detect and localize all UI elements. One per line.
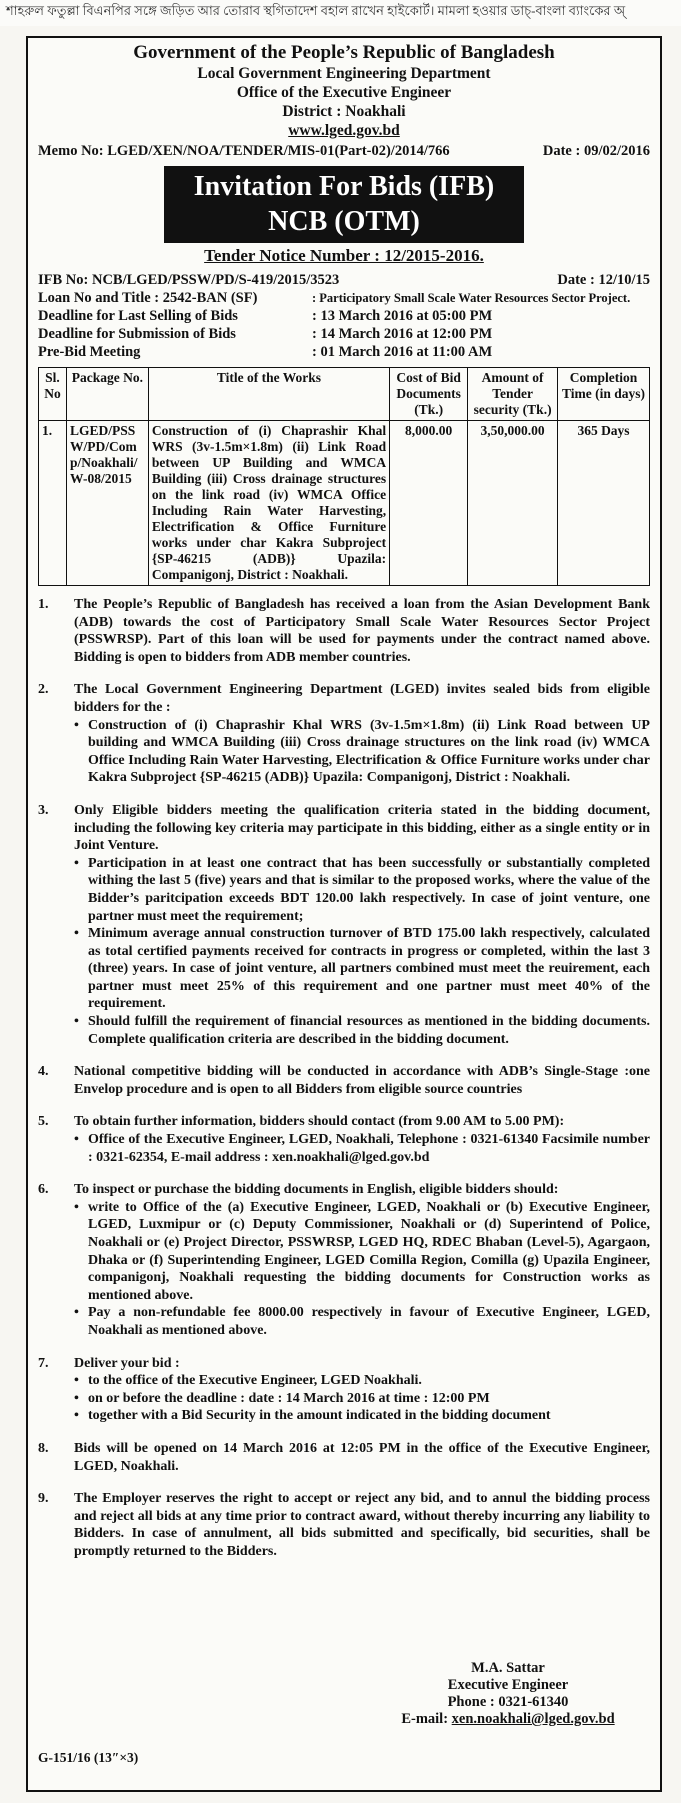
district-title: District : Noakhali — [282, 103, 406, 120]
cell-sl: 1. — [39, 421, 67, 586]
bullet-icon: • — [74, 717, 79, 733]
clause-number: 9. — [38, 1491, 49, 1507]
col-header-package: Package No. — [66, 368, 148, 421]
ifb-title-box — [164, 166, 524, 243]
clause-1 — [38, 596, 650, 666]
signatory-title: Executive Engineer — [447, 1677, 569, 1693]
cell-security: 3,50,000.00 — [468, 421, 558, 586]
website-link[interactable]: www.lged.gov.bd — [288, 122, 400, 139]
clause-text: Bids will be opened on 14 March 2016 at 12:05 PM in the office of the Executive Engineer, LGED, Noakhali. — [74, 1440, 650, 1474]
col-header-title: Title of the Works — [148, 368, 389, 421]
prebid-value: : 01 March 2016 at 11:00 AM — [312, 344, 493, 360]
bullet-icon: • — [74, 1373, 79, 1389]
clause-9 — [38, 1490, 650, 1560]
signatory-email-link[interactable]: xen.noakhali@lged.gov.bd — [451, 1711, 615, 1727]
bullet-text: together with a Bid Security in the amount indicated in the bidding document — [88, 1408, 551, 1424]
bullet-icon: • — [74, 1305, 79, 1321]
cell-time: 365 Days — [558, 421, 650, 586]
clause-number: 4. — [38, 1064, 49, 1080]
clause-text: The People’s Republic of Bangladesh has received a loan from the Asian Development Bank (ADB) towards the cost of Participatory Small Scale Water Resources Sector Project (PSSWRSP). Part of this loan will be used for payments under the contract named above. Bidding is open to bidders from ADB member countries. — [74, 597, 650, 665]
col-header-cost: Cost of Bid Documents (Tk.) — [390, 368, 468, 421]
table-header-row — [39, 368, 650, 421]
bullet-text: write to Office of the (a) Executive Engineer, LGED, Noakhali or (b) Executive Engineer, LGED, Luxmipur or (c) Deputy Commissioner, Noakhali or (d) Superintend of Police, Noakhali or (e) Project Director, PSSWRSP, LGED HQ, RDEC Bhaban (Level-5), Agargaon, Dhaka or (f) Superintending Engineer, LGED Comilla Region, Comilla (g) Upazila Engineer, companigonj, Noakhali requesting the bidding documents for Construction works as mentioned above. — [88, 1199, 650, 1303]
clause-2 — [38, 681, 650, 787]
memo-date: Date : 09/02/2016 — [542, 143, 650, 159]
clause-number: 8. — [38, 1440, 49, 1456]
clause-text: Deliver your bid : — [74, 1355, 180, 1371]
clause-number: 3. — [38, 802, 49, 818]
notice-header — [38, 42, 650, 140]
bullet-icon: • — [74, 1390, 79, 1406]
bullet-text: Participation in at least one contract that has been successfully or substantially completed withing the last 5 (five) years and that is similar to the proposed works, where the value of the Bidder’s paritcipation exceeds BDT 120.00 lakh respectively. In case of joint venture, one partner must meet the requirement; — [88, 855, 650, 924]
bid-details — [38, 271, 650, 361]
bullet-icon: • — [74, 855, 79, 871]
ifb-number: IFB No: NCB/LGED/PSSW/PD/S-419/2015/3523 — [38, 272, 340, 288]
bullet-item — [74, 1131, 650, 1166]
ifb-subtitle: NCB (OTM) — [268, 206, 420, 237]
clause-6 — [38, 1181, 650, 1339]
office-title: Office of the Executive Engineer — [236, 84, 452, 101]
notice-content — [38, 42, 650, 1765]
clause-4 — [38, 1063, 650, 1098]
ad-reference: G-151/16 (13″×3) — [38, 1750, 139, 1765]
department-title: Local Government Engineering Department — [197, 65, 491, 82]
bullet-item — [74, 1199, 650, 1305]
clause-text: National competitive bidding will be conducted in accordance with ADB’s Single-Stage :one Envelop procedure and is open to all Bidders from eligible source countries — [74, 1064, 650, 1097]
bullet-icon: • — [74, 1408, 79, 1424]
clause-number: 7. — [38, 1355, 49, 1371]
clause-number: 6. — [38, 1182, 49, 1198]
selling-deadline-label: Deadline for Last Selling of Bids — [38, 308, 238, 324]
cell-package: LGED/PSSW/PD/Comp/Noakhali/W-08/2015 — [66, 421, 148, 586]
signatory-name: M.A. Sattar — [471, 1660, 545, 1676]
clause-number: 5. — [38, 1114, 49, 1130]
bullet-icon: • — [74, 1014, 79, 1030]
loan-label: Loan No and Title : 2542-BAN (SF) — [38, 290, 258, 306]
table-row — [39, 421, 650, 586]
clause-text: To obtain further information, bidders should contact (from 9.00 AM to 5.00 PM): — [74, 1114, 565, 1130]
ifb-date: Date : 12/10/15 — [557, 272, 650, 288]
tender-notice-number: Tender Notice Number : 12/2015-2016. — [204, 246, 484, 265]
bullet-text: Pay a non-refundable fee 8000.00 respectively in favour of Executive Engineer, LGED, Noakhali as mentioned above. — [88, 1305, 650, 1338]
clause-3 — [38, 802, 650, 1048]
submission-deadline-label: Deadline for Submission of Bids — [38, 326, 236, 342]
clause-5 — [38, 1113, 650, 1166]
bullet-item — [74, 1013, 650, 1048]
memo-number: Memo No: LGED/XEN/NOA/TENDER/MIS-01(Part-02)/2014/766 — [38, 143, 450, 159]
clause-text: Only Eligible bidders meeting the qualification criteria stated in the bidding document, including the following key criteria may participate in this bidding, either as a single entity or in Joint Venture. — [74, 802, 650, 854]
government-title: Government of the People’s Republic of Bangladesh — [133, 42, 555, 63]
bullet-item — [74, 1372, 650, 1390]
ifb-title: Invitation For Bids (IFB) — [193, 171, 495, 202]
clause-8 — [38, 1440, 650, 1475]
clause-7 — [38, 1355, 650, 1425]
selling-deadline-value: : 13 March 2016 at 05:00 PM — [312, 308, 493, 324]
clause-number: 2. — [38, 682, 49, 698]
bullet-text: Office of the Executive Engineer, LGED, Noakhali, Telephone : 0321-61340 Facsimile number : 0321-62354, E-mail address : xen.noakhali@lged.gov.bd — [88, 1132, 650, 1165]
submission-deadline-value: : 14 March 2016 at 12:00 PM — [312, 326, 493, 342]
memo-line — [38, 143, 650, 160]
col-header-security: Amount of Tender security (Tk.) — [468, 368, 558, 421]
clause-text: The Local Government Engineering Department (LGED) invites sealed bids from eligible bidders for the : — [74, 682, 650, 715]
clause-text: To inspect or purchase the bidding documents in English, eligible bidders should: — [74, 1182, 559, 1198]
prebid-label: Pre-Bid Meeting — [38, 344, 141, 360]
bullet-icon: • — [74, 1199, 79, 1215]
col-header-sl: Sl. No — [39, 368, 67, 421]
email-label: E-mail: — [401, 1711, 452, 1727]
bullet-text: to the office of the Executive Engineer, LGED Noakhali. — [88, 1373, 422, 1389]
bullet-icon: • — [74, 926, 79, 942]
bullet-item — [74, 717, 650, 787]
header-strip: শাহরুল ফতুল্লা বিএনপির সঙ্গে জড়িত আর তোরাব স্থগিতাদেশ বহাল রাখেন হাইকোর্ট। মামলা হওয়ার ডাচ্-বাংলা ব্যাংকের অ্ — [0, 0, 681, 26]
bullet-text: Construction of (i) Chaprashir Khal WRS (3v-1.5m×1.8m) (ii) Link Road between UP building and WMCA Building (iii) Cross drainage structures on the link road (iv) WMCA Office Including Rain Water Harvesting, Electrification & Office Furniture works under char Kakra Subproject {SP-46215 (ADB)} Upazila: Companigonj, District : Noakhali. — [88, 717, 650, 786]
col-header-time: Completion Time (in days) — [558, 368, 650, 421]
bullet-item — [74, 1304, 650, 1339]
cell-cost: 8,000.00 — [390, 421, 468, 586]
bullet-text: Should fulfill the requirement of financial resources as mentioned in the bidding documents. Complete qualification criteria are described in the bidding document. — [88, 1014, 650, 1047]
works-table — [38, 367, 650, 586]
bullet-text: Minimum average annual construction turnover of BTD 175.00 lakh respectively, calculated as total certified payments received for contracts in progress or completed, within the last 3 (three) years. In case of joint venture, all partners combined must meet the reuirement, each partner must meet 25% of this requirement and one partner must meet 40% of the requirement. — [88, 926, 650, 1012]
cell-title: Construction of (i) Chaprashir Khal WRS (3v-1.5m×1.8m) (ii) Link Road between UP Building and WMCA Building (iii) Cross drainage structures on the link road (iv) WMCA Office Including Rain Water Harvesting, Electrification & Office Furniture works under char Kakra Subproject {SP-46215 (ADB)} Upazila: Companigonj, District : Noakhali. — [148, 421, 389, 586]
bullet-item — [74, 1390, 650, 1408]
clause-text: The Employer reserves the right to accept or reject any bid, and to annul the bidding process and reject all bids at any time prior to contract award, without thereby incurring any liability to Bidders. In case of annulment, all bids submitted and specifically, bid securities, shall be promptly returned to the Bidders. — [74, 1491, 650, 1559]
clause-number: 1. — [38, 597, 49, 612]
bullet-item — [74, 925, 650, 1013]
loan-value: : Participatory Small Scale Water Resources Sector Project. — [312, 291, 631, 305]
clauses — [38, 596, 650, 1561]
bullet-icon: • — [74, 1132, 79, 1148]
signatory-phone: Phone : 0321-61340 — [447, 1694, 569, 1710]
bullet-item — [74, 1407, 650, 1425]
bullet-item — [74, 855, 650, 925]
tender-notice — [26, 36, 662, 1792]
bullet-text: on or before the deadline : date : 14 March 2016 at time : 12:00 PM — [88, 1390, 490, 1406]
